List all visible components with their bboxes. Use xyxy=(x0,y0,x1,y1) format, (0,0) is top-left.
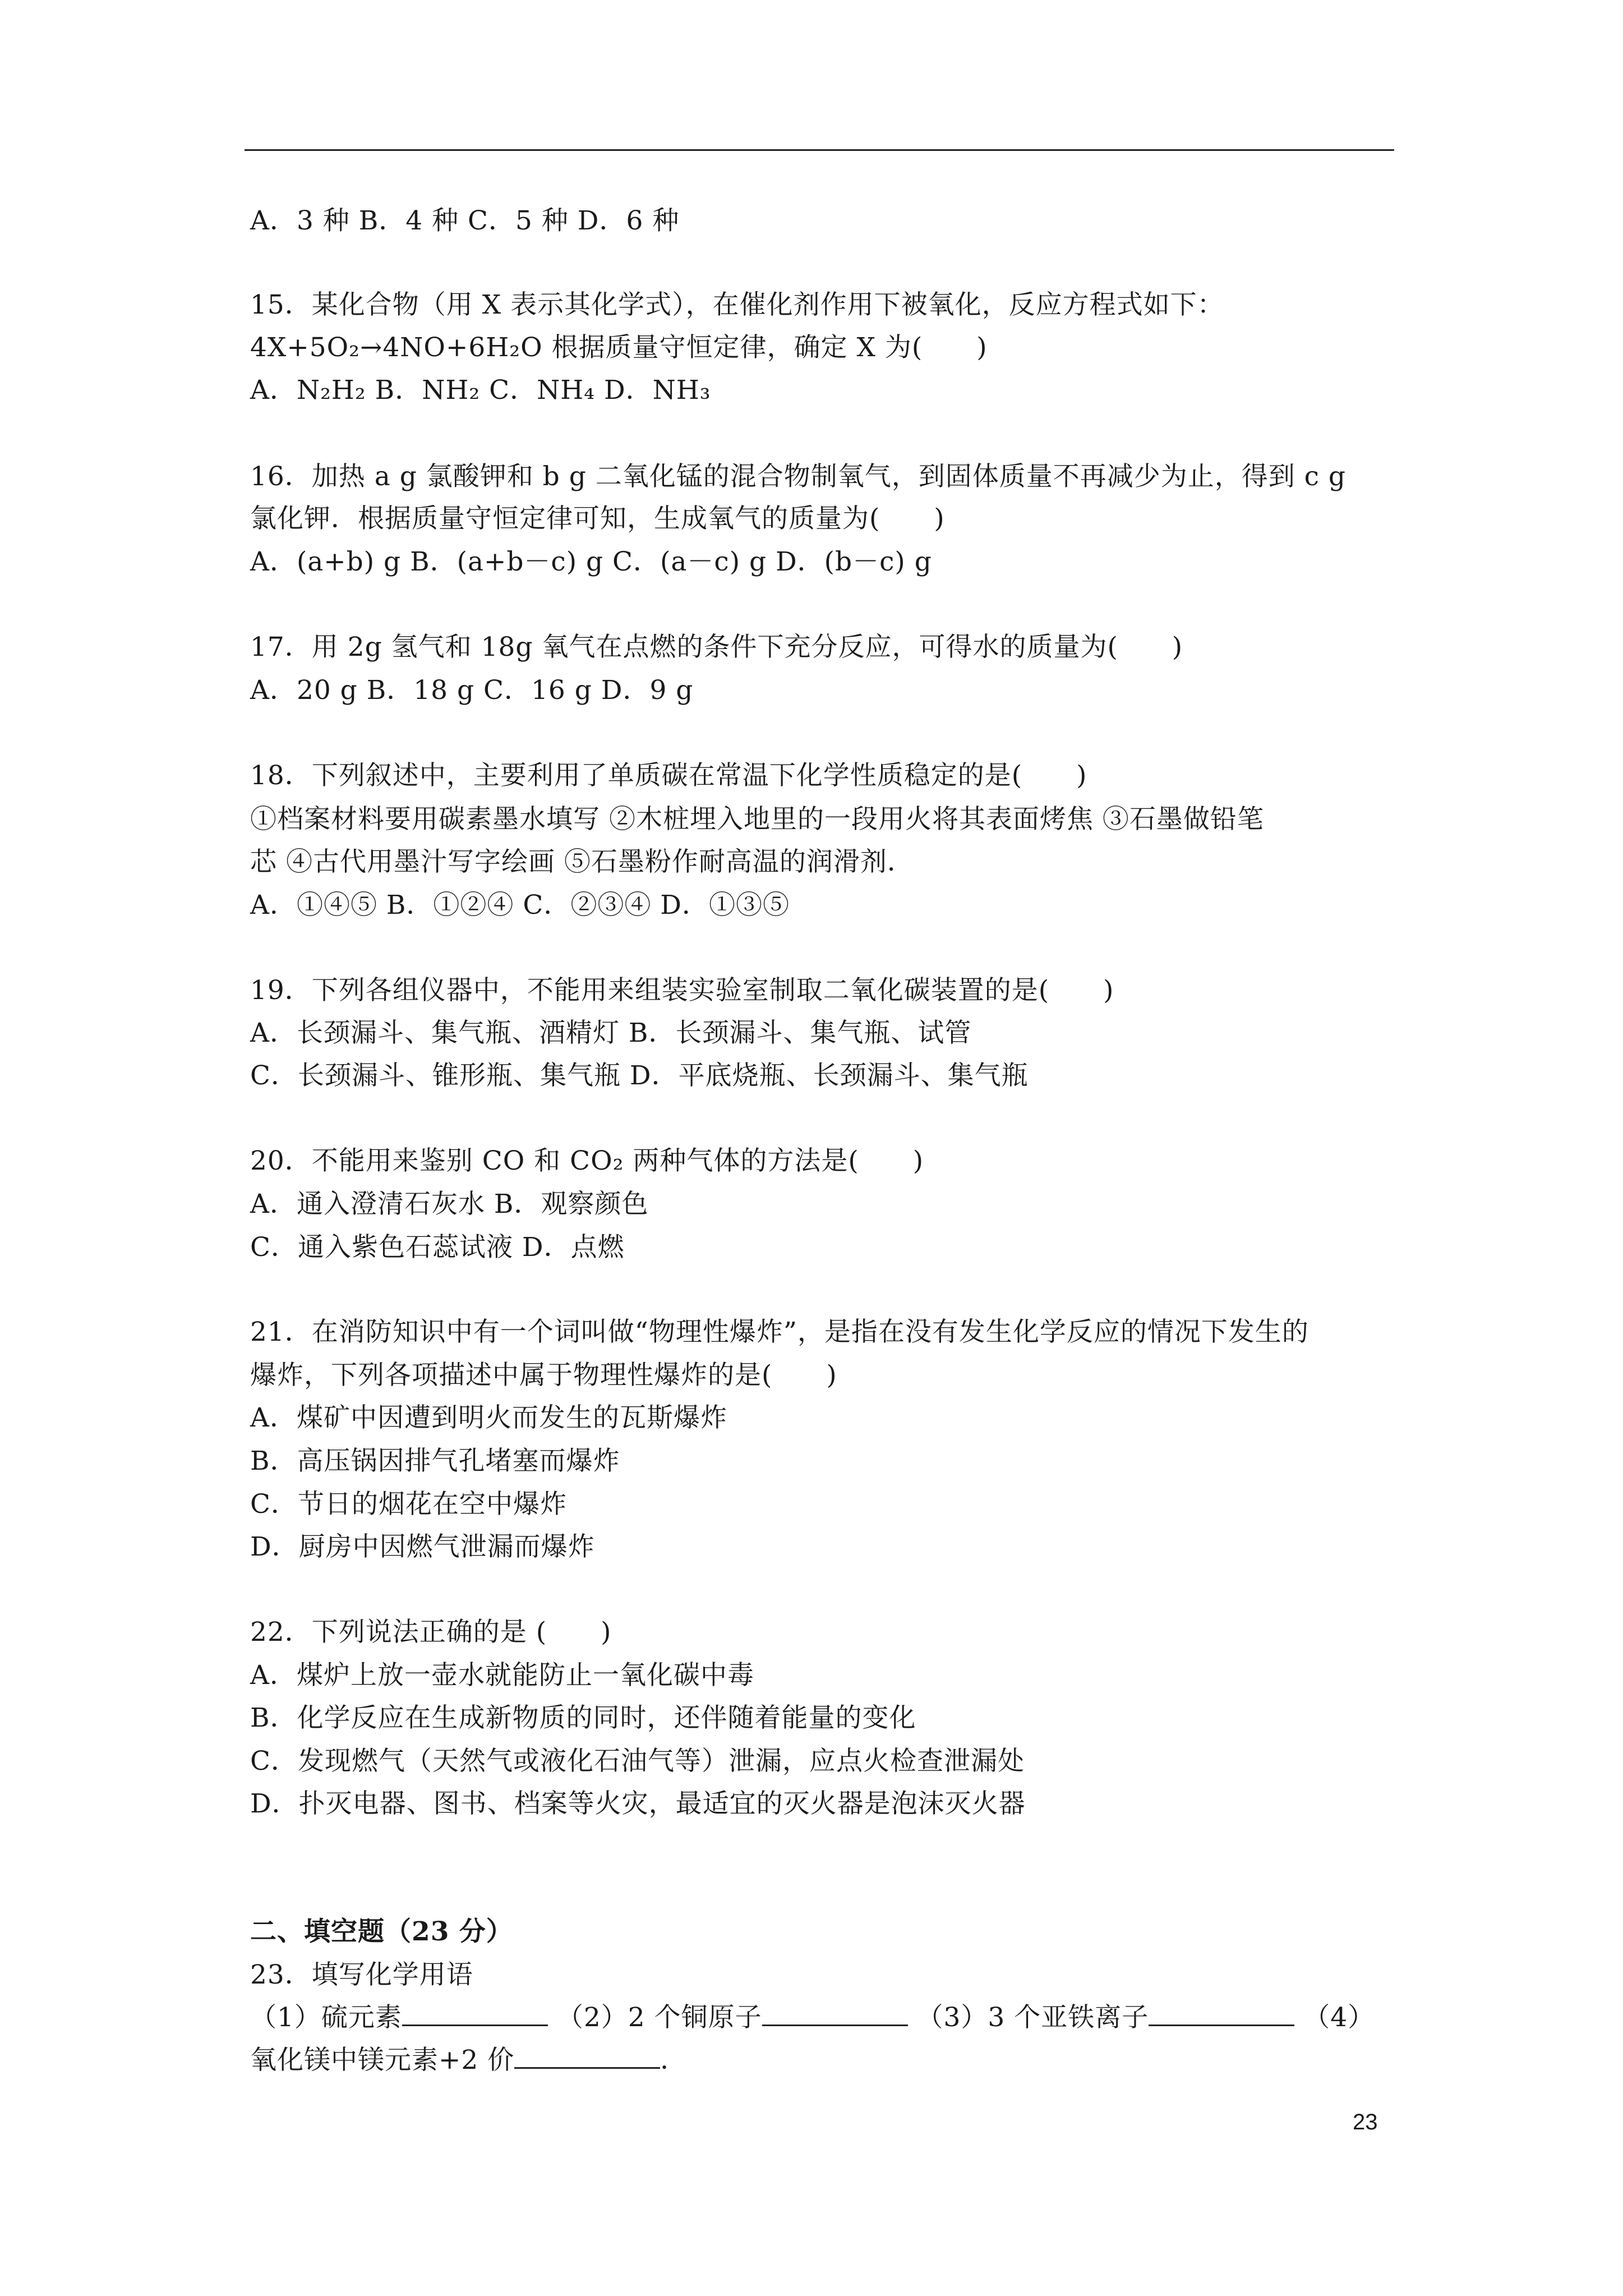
q23-blanks-row xyxy=(250,2001,1375,2035)
q23-part3-label: （3）3 个亚铁离子 xyxy=(907,2002,1149,2033)
q21-option-a: A．煤矿中因遭到明火而发生的瓦斯爆炸 xyxy=(250,1402,727,1433)
q18-options: A．①④⑤ B．①②④ C．②③④ D．①③⑤ xyxy=(250,890,790,921)
q20-options-cd: C．通入紫色石蕊试液 D．点燃 xyxy=(250,1232,625,1263)
q15-options: A．N₂H₂ B．NH₂ C．NH₄ D．NH₃ xyxy=(250,375,711,406)
q22-option-b: B．化学反应在生成新物质的同时，还伴随着能量的变化 xyxy=(250,1703,916,1733)
q19-stem: 19．下列各组仪器中，不能用来组装实验室制取二氧化碳装置的是( ) xyxy=(250,975,1114,1006)
q18-statements: ①档案材料要用碳素墨水填写 ②木桩埋入地里的一段用火将其表面烤焦 ③石墨做铅笔 xyxy=(250,804,1264,835)
page-number: 23 xyxy=(1353,2110,1378,2134)
q23-part3-blank[interactable] xyxy=(1149,2002,1294,2026)
q16-options: A．(a+b) g B．(a+b－c) g C．(a－c) g D．(b－c) g xyxy=(250,546,932,577)
q22-option-d: D．扑灭电器、图书、档案等火灾，最适宜的灭火器是泡沫灭火器 xyxy=(250,1788,1026,1819)
q21-option-c: C．节日的烟花在空中爆炸 xyxy=(250,1489,567,1520)
q19-options-ab: A．长颈漏斗、集气瓶、酒精灯 B．长颈漏斗、集气瓶、试管 xyxy=(250,1018,972,1048)
q15-stem: 15．某化合物（用 X 表示其化学式），在催化剂作用下被氧化，反应方程式如下： xyxy=(250,289,1224,320)
q23-blanks-row-2 xyxy=(250,2044,687,2077)
q22-stem: 22．下列说法正确的是 ( ) xyxy=(250,1617,612,1648)
q23-stem: 23．填写化学用语 xyxy=(250,1959,473,1990)
q17-stem: 17．用 2g 氢气和 18g 氧气在点燃的条件下充分反应，可得水的质量为( ) xyxy=(250,632,1183,662)
q23-part4-text: 氧化镁中镁元素+2 价 xyxy=(250,2045,515,2076)
q23-part1-label: （1）硫元素 xyxy=(250,2002,402,2033)
q16-stem-cont: 氯化钾．根据质量守恒定律可知，生成氧气的质量为( ) xyxy=(250,503,945,534)
q22-option-a: A．煤炉上放一壶水就能防止一氧化碳中毒 xyxy=(250,1660,754,1691)
q23-part1-blank[interactable] xyxy=(402,2002,548,2026)
q23-part2-blank[interactable] xyxy=(762,2002,908,2026)
q21-option-d: D．厨房中因燃气泄漏而爆炸 xyxy=(250,1531,595,1562)
q18-statements-cont: 芯 ④古代用墨汁写字绘画 ⑤石墨粉作耐高温的润滑剂． xyxy=(250,846,914,877)
q23-part4-label: （4） xyxy=(1294,2002,1375,2033)
q21-option-b: B．高压锅因排气孔堵塞而爆炸 xyxy=(250,1446,620,1476)
q22-option-c: C．发现燃气（天然气或液化石油气等）泄漏，应点火检查泄漏处 xyxy=(250,1746,1025,1777)
q20-stem: 20．不能用来鉴别 CO 和 CO₂ 两种气体的方法是( ) xyxy=(250,1145,924,1176)
q17-options: A．20 g B．18 g C．16 g D．9 g xyxy=(250,675,694,706)
q21-stem: 21．在消防知识中有一个词叫做“物理性爆炸”，是指在没有发生化学反应的情况下发生的 xyxy=(250,1317,1309,1347)
q15-equation: 4X+5O₂→4NO+6H₂O 根据质量守恒定律，确定 X 为( ) xyxy=(250,332,988,363)
q14-options: A．3 种 B．4 种 C．5 种 D．6 种 xyxy=(250,205,680,236)
q21-stem-cont: 爆炸，下列各项描述中属于物理性爆炸的是( ) xyxy=(250,1360,837,1391)
q23-part2-label: （2）2 个铜原子 xyxy=(547,2002,762,2033)
q23-end-mark: ． xyxy=(660,2045,688,2076)
q20-options-ab: A．通入澄清石灰水 B．观察颜色 xyxy=(250,1189,649,1220)
q18-stem: 18．下列叙述中，主要利用了单质碳在常温下化学性质稳定的是( ) xyxy=(250,760,1087,791)
section-title: 二、填空题（23 分） xyxy=(250,1916,513,1947)
q16-stem: 16．加热 a g 氯酸钾和 b g 二氧化锰的混合物制氧气，到固体质量不再减少为止，得到 c g xyxy=(250,461,1347,492)
q23-part4-blank[interactable] xyxy=(514,2045,660,2069)
header-rule xyxy=(245,149,1394,151)
q19-options-cd: C．长颈漏斗、锥形瓶、集气瓶 D．平底烧瓶、长颈漏斗、集气瓶 xyxy=(250,1060,1029,1091)
